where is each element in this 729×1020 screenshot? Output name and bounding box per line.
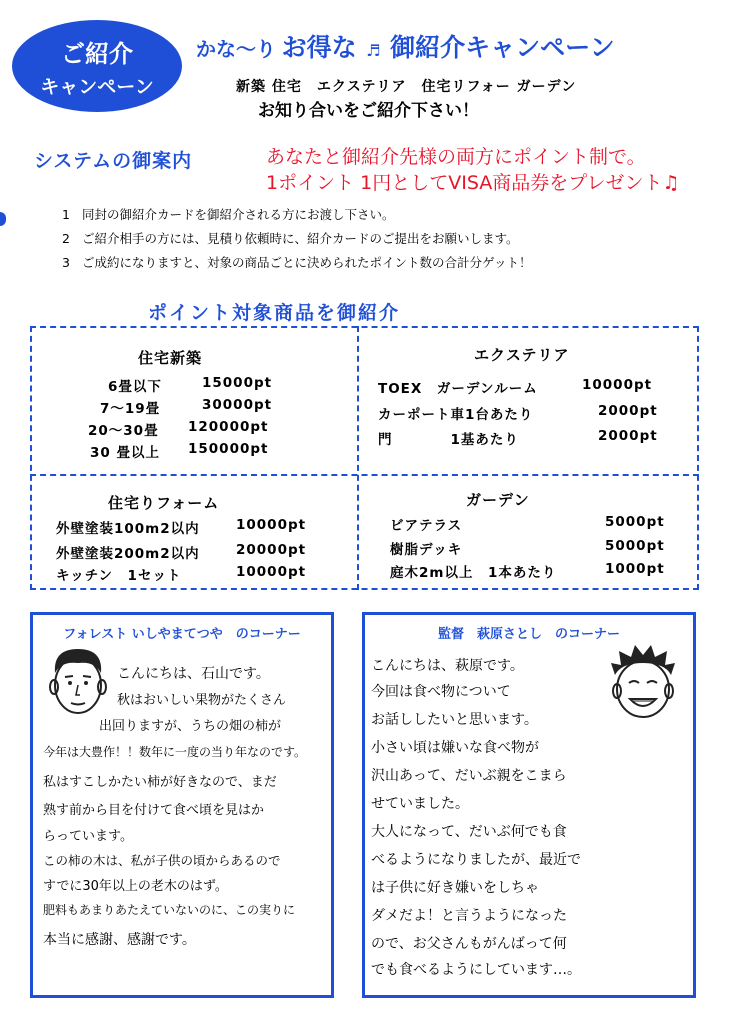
handwritten-line: でも食べるようにしています…。 bbox=[371, 962, 581, 978]
row-value: 10000pt bbox=[236, 564, 307, 580]
handwritten-line: お話ししたいと思います。 bbox=[371, 712, 538, 728]
system-title: システムの御案内 bbox=[34, 150, 193, 172]
step-num: 2 bbox=[62, 231, 70, 246]
corner-ishiyama bbox=[30, 612, 334, 998]
row-label: カーポート車1台あたり bbox=[378, 407, 534, 423]
steps-list bbox=[62, 205, 532, 277]
title-big: お得な bbox=[281, 33, 357, 62]
row-label: 20～30畳 bbox=[88, 423, 159, 439]
handwritten-line: こんにちは、萩原です。 bbox=[371, 658, 524, 674]
row-label: 外壁塗装100m2以内 bbox=[56, 521, 200, 537]
section-title-reform: 住宅りフォーム bbox=[108, 494, 220, 512]
handwritten-line: 本当に感謝、感謝です。 bbox=[43, 932, 196, 948]
step-num: 3 bbox=[62, 255, 70, 270]
category-line: 新築 住宅 エクステリア 住宅リフォー ガーデン bbox=[236, 79, 577, 95]
handwritten-line: 出回りますが、うちの畑の柿が bbox=[99, 719, 282, 734]
handwritten-line: せていました。 bbox=[371, 796, 469, 812]
man-face-icon bbox=[43, 643, 113, 721]
system-red-line1: あなたと御紹介先様の両方にポイント制で。 bbox=[266, 146, 646, 168]
row-label: 外壁塗装200m2以内 bbox=[56, 546, 200, 562]
row-label: ビアテラス bbox=[390, 518, 463, 534]
row-value: 120000pt bbox=[188, 419, 269, 435]
row-label: TOEX ガーデンルーム bbox=[378, 381, 538, 397]
row-value: 2000pt bbox=[598, 428, 658, 444]
row-value: 10000pt bbox=[582, 377, 653, 393]
points-divider-vertical bbox=[357, 326, 359, 590]
system-red-line2: 1ポイント 1円としてVISA商品券をプレゼント♫ bbox=[266, 172, 680, 194]
music-note-icon: ♬ bbox=[366, 41, 381, 60]
section-title-garden: ガーデン bbox=[466, 491, 530, 509]
row-value: 2000pt bbox=[598, 403, 658, 419]
section-title-exterior: エクステリア bbox=[474, 346, 570, 364]
handwritten-line: こんにちは、石山です。 bbox=[117, 666, 270, 682]
badge-line2: キャンペーン bbox=[40, 76, 154, 98]
step-item bbox=[62, 205, 532, 229]
row-value: 5000pt bbox=[605, 538, 665, 554]
page-title bbox=[196, 28, 615, 64]
handwritten-line: 沢山あって、だいぶ親をこまら bbox=[371, 768, 567, 784]
handwritten-line: すでに30年以上の老木のはず。 bbox=[43, 879, 228, 894]
handwritten-line: は子供に好き嫌いをしちゃ bbox=[371, 880, 539, 896]
edge-marker bbox=[0, 212, 6, 226]
row-value: 15000pt bbox=[202, 375, 273, 391]
row-label: キッチン 1セット bbox=[56, 568, 182, 584]
corner-header: 監督 萩原さとし のコーナー bbox=[437, 627, 620, 642]
smiling-man-icon bbox=[605, 641, 681, 725]
row-label: 庭木2m以上 1本あたり bbox=[390, 565, 557, 581]
row-label: 7～19畳 bbox=[100, 401, 161, 417]
handwritten-line: べるようになりましたが、最近で bbox=[371, 852, 581, 868]
points-divider-horizontal bbox=[30, 474, 699, 476]
step-text: ご紹介相手の方には、見積り依頼時に、紹介カードのご提出をお願いします。 bbox=[82, 231, 519, 246]
row-value: 20000pt bbox=[236, 542, 307, 558]
row-label: 門 1基あたり bbox=[378, 432, 519, 448]
row-value: 1000pt bbox=[605, 561, 665, 577]
row-value: 150000pt bbox=[188, 441, 269, 457]
handwritten-line: 大人になって、だいぶ何でも食 bbox=[371, 824, 567, 840]
handwritten-line: この柿の木は、私が子供の頃からあるので bbox=[43, 853, 281, 868]
row-value: 5000pt bbox=[605, 514, 665, 530]
row-label: 30 畳以上 bbox=[90, 445, 160, 461]
title-small: かな～り bbox=[196, 37, 276, 61]
corner-hagiwara bbox=[362, 612, 696, 998]
section-title-shinchiku: 住宅新築 bbox=[138, 349, 203, 367]
handwritten-line: 肥料もあまりあたえていないのに、この実りに bbox=[43, 903, 296, 917]
title-main: 御紹介キャンペーン bbox=[390, 33, 615, 62]
step-num: 1 bbox=[62, 207, 70, 222]
corner-header: フォレスト いしやまてつや のコーナー bbox=[63, 627, 301, 642]
handwritten-line: 熟す前から目を付けて食べ頃を見はか bbox=[43, 803, 265, 818]
handwritten-line: らっています。 bbox=[43, 829, 133, 844]
row-label: 樹脂デッキ bbox=[390, 542, 463, 558]
campaign-badge bbox=[12, 20, 182, 112]
handwritten-line: 今年は大豊作！！数年に一度の当り年なのです。 bbox=[43, 745, 307, 759]
step-item bbox=[62, 229, 532, 253]
row-value: 10000pt bbox=[236, 517, 307, 533]
handwritten-line: 今回は食べ物について bbox=[371, 684, 511, 700]
step-text: ご成約になりますと、対象の商品ごとに決められたポイント数の合計分ゲット！ bbox=[82, 255, 532, 270]
row-value: 30000pt bbox=[202, 397, 273, 413]
badge-line1: ご紹介 bbox=[61, 40, 133, 68]
step-item bbox=[62, 253, 532, 277]
step-text: 同封の御紹介カードを御紹介される方にお渡し下さい。 bbox=[82, 207, 395, 222]
handwritten-line: 秋はおいしい果物がたくさん bbox=[117, 693, 287, 708]
handwritten-line: ダメだよ！と言うようになった bbox=[371, 908, 567, 924]
row-label: 6畳以下 bbox=[108, 379, 162, 395]
handwritten-line: 小さい頃は嫌いな食べ物が bbox=[371, 740, 539, 756]
handwritten-line: ので、お父さんもがんばって何 bbox=[371, 936, 567, 952]
points-title: ポイント対象商品を御紹介 bbox=[148, 302, 401, 324]
handwritten-line: 私はすこしかたい柿が好きなので、まだ bbox=[43, 775, 277, 790]
intro-request: お知り合いをご紹介下さい！ bbox=[258, 101, 479, 121]
